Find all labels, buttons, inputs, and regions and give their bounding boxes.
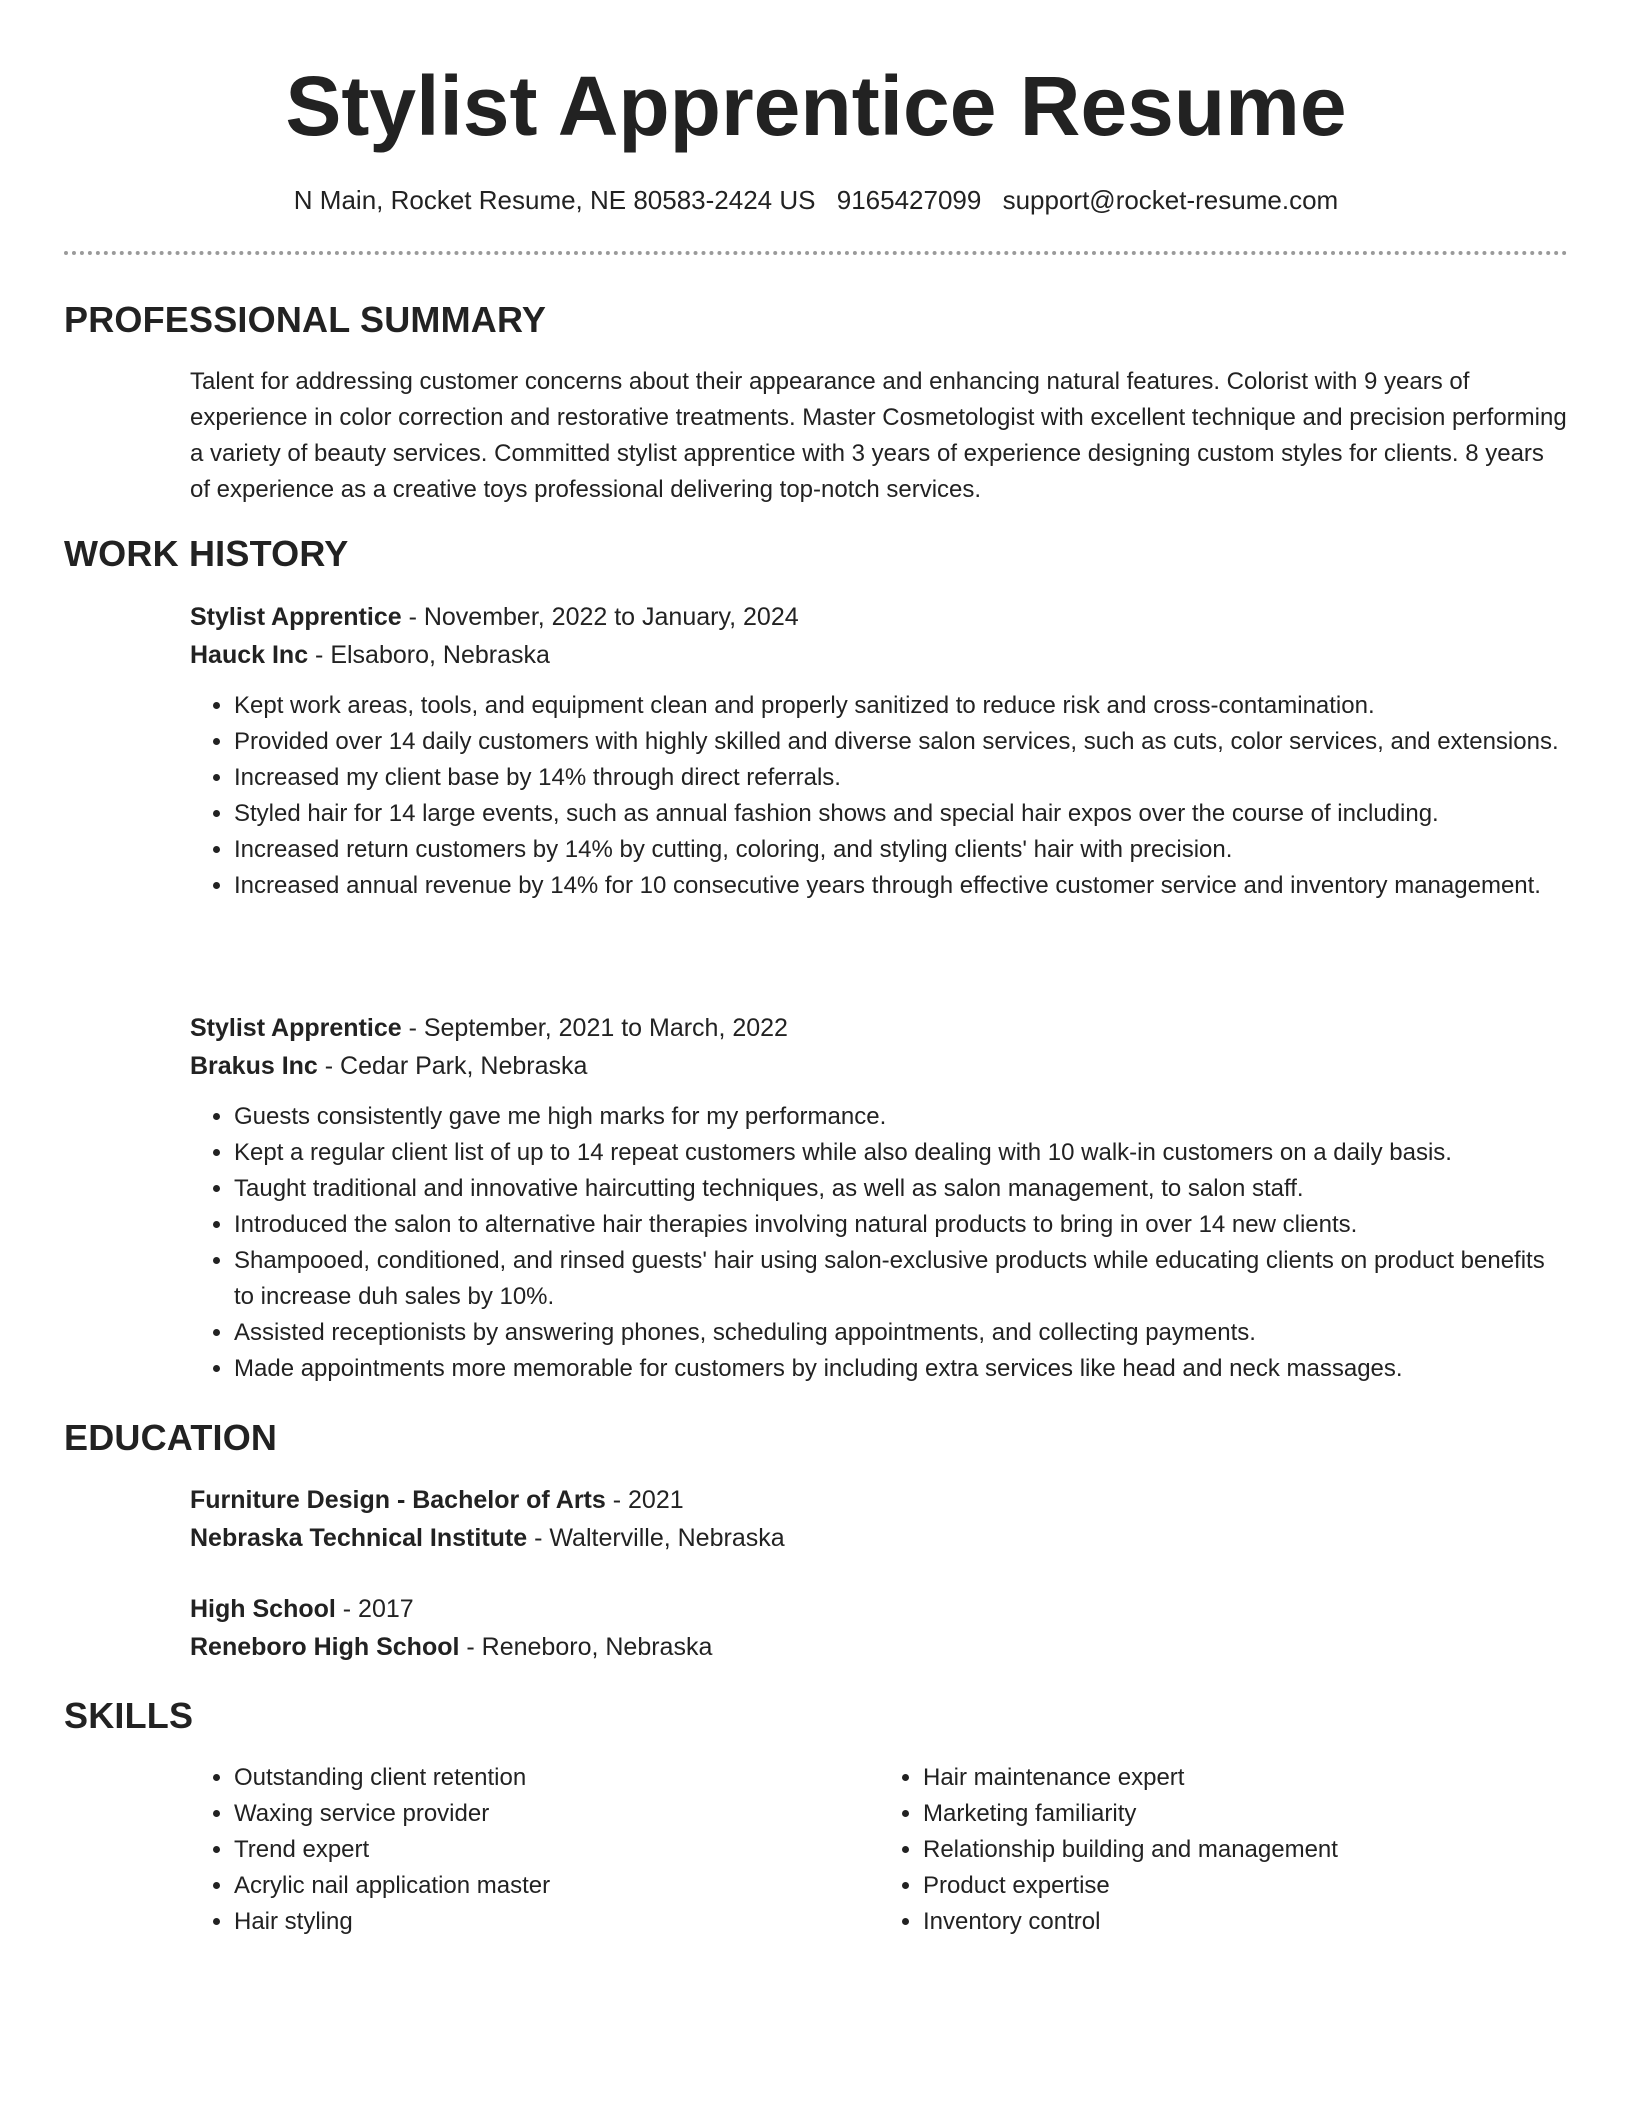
job-bullet: • Kept work areas, tools, and equipment clean and properly sanitized to reduce risk and cross-contamination. (234, 688, 1568, 724)
education-year: - 2017 (335, 1595, 414, 1623)
job-bullet: • Increased return customers by 14% by cutting, coloring, and styling clients' hair with precision. (234, 832, 1568, 868)
skill-item: • Marketing familiarity (923, 1796, 1568, 1832)
skills-column-right (879, 1760, 1568, 1940)
skill-item: • Hair maintenance expert (923, 1760, 1568, 1796)
skill-item: • Hair styling (234, 1904, 879, 1940)
contact-email: support@rocket-resume.com (1002, 185, 1339, 215)
skills-grid (190, 1760, 1568, 1940)
job-dates: - November, 2022 to January, 2024 (401, 603, 799, 631)
job-bullet: • Assisted receptionists by answering phones, scheduling appointments, and collecting payments. (234, 1315, 1568, 1351)
contact-line (0, 183, 1632, 217)
job-title-line (190, 598, 1568, 636)
job-bullet: • Kept a regular client list of up to 14 repeat customers while also dealing with 10 walk-in customers on a daily basis. (234, 1135, 1568, 1171)
education-degree-line (190, 1590, 1568, 1628)
job-bullet: • Shampooed, conditioned, and rinsed guests' hair using salon-exclusive products while educating clients on product benefits to increase duh sales by 10%. (234, 1243, 1568, 1315)
summary-text: Talent for addressing customer concerns about their appearance and enhancing natural features. Colorist with 9 years of experience in color correction and restorative treatments. Master Cosmetologist with excellent technique and precision performing a variety of beauty services. Committed stylist apprentice with 3 years of experience designing custom styles for clients. 8 years of experience as a creative toys professional delivering top-notch services. (190, 368, 1567, 503)
skill-item: • Outstanding client retention (234, 1760, 879, 1796)
summary-heading: PROFESSIONAL SUMMARY (64, 299, 547, 340)
job-bullet: • Introduced the salon to alternative hair therapies involving natural products to bring in over 14 new clients. (234, 1207, 1568, 1243)
education-location: - Walterville, Nebraska (527, 1524, 785, 1552)
skill-item: • Trend expert (234, 1832, 879, 1868)
job-bullet: • Taught traditional and innovative haircutting techniques, as well as salon management, to salon staff. (234, 1171, 1568, 1207)
skills-heading: SKILLS (64, 1695, 194, 1736)
education-degree: High School (190, 1595, 336, 1623)
education-entry (190, 1590, 1568, 1666)
skills-list (190, 1760, 1568, 1940)
job-title-line (190, 1009, 1568, 1047)
job-location: - Elsaboro, Nebraska (308, 641, 550, 669)
resume-title: Stylist Apprentice Resume (285, 59, 1347, 153)
job-bullet: • Increased annual revenue by 14% for 10 consecutive years through effective customer service and inventory management. (234, 868, 1568, 904)
skill-item: • Relationship building and management (923, 1832, 1568, 1868)
skill-item: • Inventory control (923, 1904, 1568, 1940)
skill-item: • Waxing service provider (234, 1796, 879, 1832)
skills-column-left (190, 1760, 879, 1940)
job-bullet: • Guests consistently gave me high marks for my performance. (234, 1099, 1568, 1135)
education-entry (190, 1481, 1568, 1557)
education-location: - Reneboro, Nebraska (459, 1633, 713, 1661)
job-bullet: • Provided over 14 daily customers with highly skilled and diverse salon services, such as cuts, color services, and extensions. (234, 724, 1568, 760)
job-bullets (190, 1099, 1568, 1387)
skill-item: • Product expertise (923, 1868, 1568, 1904)
job-dates: - September, 2021 to March, 2022 (401, 1014, 788, 1042)
education-school: Nebraska Technical Institute (190, 1524, 528, 1552)
education-degree: Furniture Design - Bachelor of Arts (190, 1486, 606, 1514)
contact-address: N Main, Rocket Resume, NE 80583-2424 US (293, 185, 816, 215)
job-bullet: • Styled hair for 14 large events, such as annual fashion shows and special hair expos over the course of including. (234, 796, 1568, 832)
work-history-heading: WORK HISTORY (64, 533, 349, 574)
job-company-line (190, 636, 1568, 674)
education-school: Reneboro High School (190, 1633, 460, 1661)
job-company-line (190, 1047, 1568, 1085)
header-divider (64, 251, 1568, 255)
job-company: Brakus Inc (190, 1052, 318, 1080)
contact-phone: 9165427099 (836, 185, 982, 215)
education-year: - 2021 (605, 1486, 684, 1514)
job-location: - Cedar Park, Nebraska (317, 1052, 588, 1080)
job-title: Stylist Apprentice (190, 1014, 402, 1042)
job-bullet: • Increased my client base by 14% through direct referrals. (234, 760, 1568, 796)
skill-item: • Acrylic nail application master (234, 1868, 879, 1904)
education-school-line (190, 1519, 1568, 1557)
education-degree-line (190, 1481, 1568, 1519)
job-entry (190, 598, 1568, 904)
education-school-line (190, 1628, 1568, 1666)
job-bullet: • Made appointments more memorable for customers by including extra services like head and neck massages. (234, 1351, 1568, 1387)
job-bullets (190, 688, 1568, 904)
job-company: Hauck Inc (190, 641, 309, 669)
job-title: Stylist Apprentice (190, 603, 402, 631)
education-heading: EDUCATION (64, 1417, 278, 1458)
job-entry (190, 1009, 1568, 1387)
